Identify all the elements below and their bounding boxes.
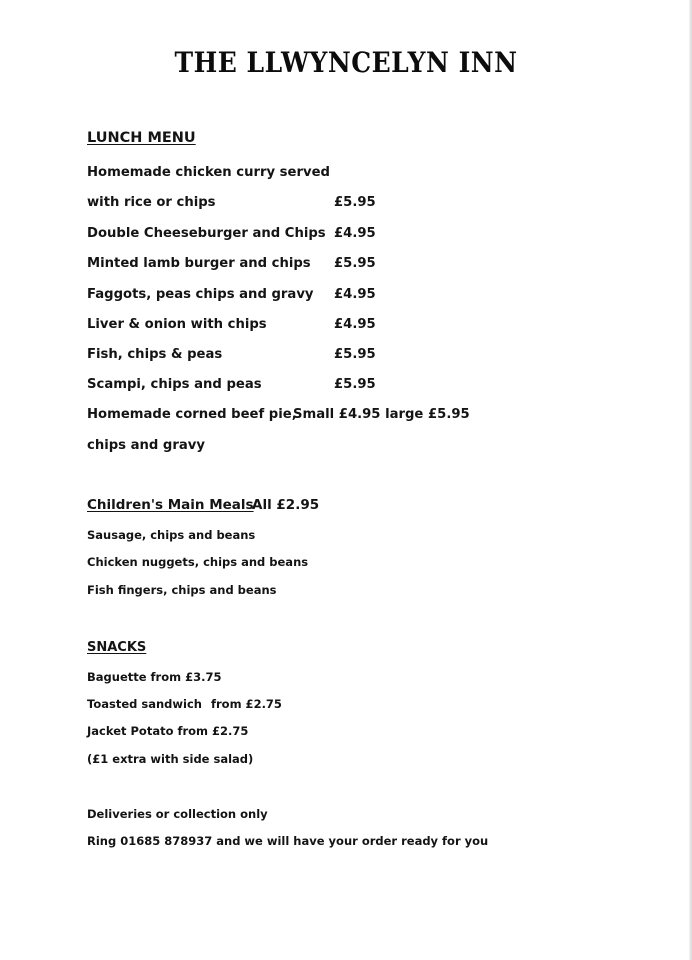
lunch-item-price: £5.95 <box>334 195 376 210</box>
lunch-item-name: Scampi, chips and peas <box>87 377 262 392</box>
lunch-item-name: Faggots, peas chips and gravy <box>87 287 314 302</box>
childrens-meals-price-note: All £2.95 <box>252 497 320 513</box>
lunch-item-price: £5.95 <box>334 377 376 392</box>
snack-item: Toasted sandwich <box>87 697 202 711</box>
lunch-item-name: Double Cheeseburger and Chips <box>87 226 326 241</box>
lunch-item-name: Homemade corned beef pie, <box>87 407 297 422</box>
lunch-item-name: Liver & onion with chips <box>87 317 267 332</box>
snack-item: Jacket Potato from £2.75 <box>87 724 249 738</box>
snack-item: (£1 extra with side salad) <box>87 752 254 766</box>
phone-order-note: Ring 01685 878937 and we will have your order ready for you <box>87 834 489 848</box>
snack-item-price: from £2.75 <box>211 697 282 711</box>
lunch-item-name: Fish, chips & peas <box>87 347 223 362</box>
lunch-item-price: £4.95 <box>334 287 376 302</box>
lunch-item-price: Small £4.95 large £5.95 <box>293 407 470 422</box>
childrens-meals-heading: Children's Main Meals <box>87 497 254 513</box>
snacks-heading: SNACKS <box>87 640 147 655</box>
snack-item: Baguette from £3.75 <box>87 670 222 684</box>
lunch-item-price: £5.95 <box>334 347 376 362</box>
lunch-item-price: £5.95 <box>334 256 376 271</box>
lunch-item-price: £4.95 <box>334 317 376 332</box>
lunch-item-name: Minted lamb burger and chips <box>87 256 311 271</box>
childrens-item: Fish fingers, chips and beans <box>87 583 277 597</box>
lunch-item-name: chips and gravy <box>87 438 205 453</box>
delivery-note: Deliveries or collection only <box>87 807 268 821</box>
lunch-item-name: Homemade chicken curry served <box>87 165 330 180</box>
childrens-item: Chicken nuggets, chips and beans <box>87 555 309 569</box>
childrens-item: Sausage, chips and beans <box>87 528 256 542</box>
lunch-item-name: with rice or chips <box>87 195 216 210</box>
lunch-item-price: £4.95 <box>334 226 376 241</box>
inn-title: THE LLWYNCELYN INN <box>174 46 518 79</box>
lunch-menu-heading: LUNCH MENU <box>87 130 196 146</box>
